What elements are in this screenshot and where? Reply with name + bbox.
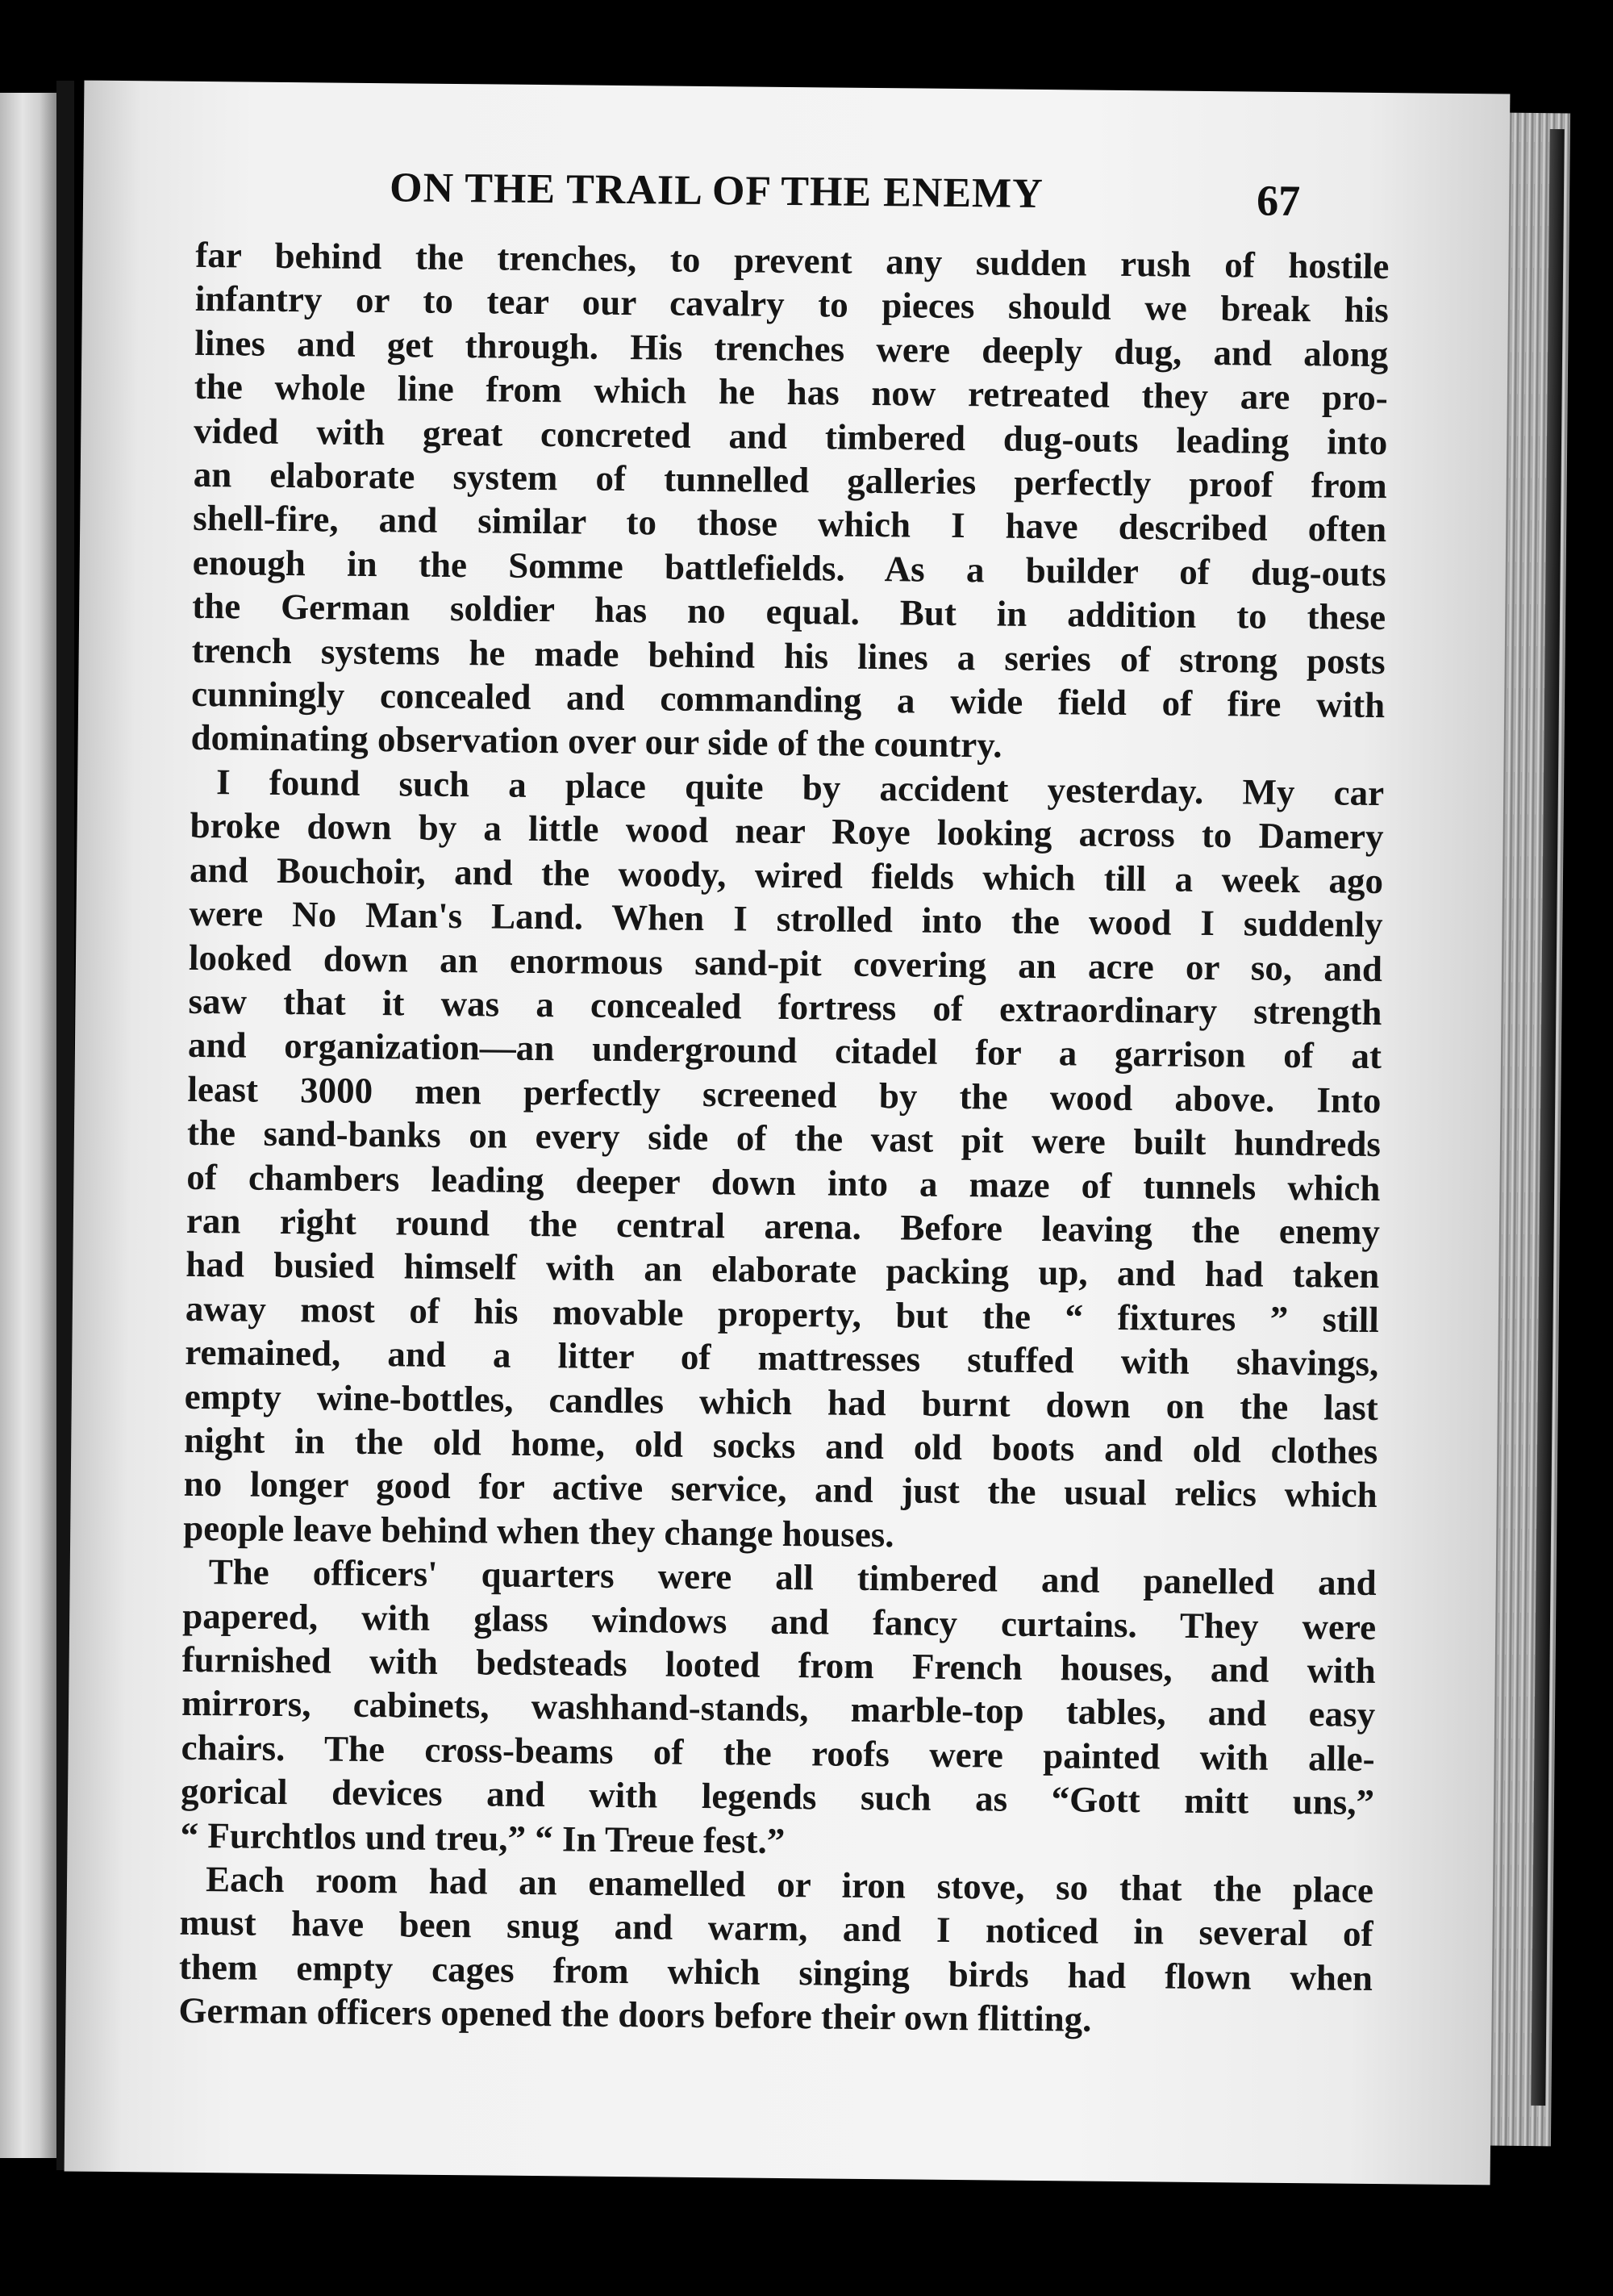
text-line: vided with great concreted and timbered dug-outs leading into [194, 410, 1388, 462]
text-line: shell-fire, and similar to those which I have described often [193, 498, 1387, 550]
text-line: the whole line from which he has now retreated they are pro- [194, 366, 1389, 419]
text-line: the sand-banks on every side of the vast pit were built hundreds [186, 1112, 1382, 1165]
text-line: infantry or to tear our cavalry to pieces should we break his [194, 278, 1390, 331]
book-page [65, 81, 1511, 2185]
text-line: papered, with glass windows and fancy curtains. They were [181, 1595, 1377, 1647]
text-line: enough in the Somme battlefields. As a builder of dug-outs [192, 541, 1386, 594]
text-line: dominating observation over our side of the country. [190, 717, 1002, 766]
page-number: 67 [1256, 176, 1301, 226]
text-line: looked down an enormous sand-pit covering an acre or so, and [188, 937, 1383, 989]
text-line: broke down by a little wood near Roye looking across to Damery [190, 805, 1384, 858]
text-line: must have been snug and warm, and I noticed in several of [179, 1902, 1373, 1955]
text-line: and Bouchoir, and the woody, wired fields which till a week ago [189, 849, 1384, 901]
text-line: gorical devices and with legends such as “Gott mitt uns,” [180, 1771, 1375, 1823]
body-text [178, 233, 1389, 2044]
text-line: an elaborate system of tunnelled galleries perfectly proof from [193, 453, 1387, 507]
text-line: night in the old home, old socks and old boots and old clothes [184, 1419, 1378, 1472]
text-line: furnished with bedsteads looted from French houses, and with [181, 1639, 1376, 1692]
text-line: them empty cages from which singing birds had flown when [178, 1946, 1373, 1998]
text-line: and organization—an underground citadel for a garrison of at [187, 1025, 1382, 1077]
text-line: away most of his movable property, but the “ fixtures ” still [185, 1288, 1380, 1340]
text-line: of chambers leading deeper down into a maze of tunnels which [186, 1156, 1381, 1209]
text-line: were No Man's Land. When I strolled into the wood I suddenly [189, 892, 1383, 946]
text-line: “ Furchtlos und treu,” “ In Treue fest.” [180, 1814, 786, 1861]
text-line: mirrors, cabinets, washhand-stands, marble-top tables, and easy [181, 1683, 1376, 1735]
text-line: remained, and a litter of mattresses stuffed with shavings, [185, 1332, 1379, 1384]
text-line: far behind the trenches, to prevent any sudden rush of hostile [195, 234, 1390, 287]
left-page-edge [0, 93, 56, 2158]
text-line: saw that it was a concealed fortress of extraordinary strength [188, 980, 1382, 1033]
text-line: lines and get through. His trenches were deeply dug, and along [194, 322, 1389, 374]
text-line: least 3000 men perfectly screened by the wood above. Into [187, 1068, 1382, 1121]
text-line: German officers opened the doors before their own flitting. [178, 1990, 1092, 2039]
text-line: I found such a place quite by accident yesterday. My car [215, 762, 1385, 813]
text-line: no longer good for active service, and just the usual relics which [183, 1463, 1378, 1516]
text-line: cunningly concealed and commanding a wide field of fire with [190, 673, 1386, 726]
text-line: trench systems he made behind his lines a series of strong posts [191, 629, 1386, 682]
running-head: ON THE TRAIL OF THE ENEMY [389, 165, 1044, 217]
text-line: Each room had an enamelled or iron stove, so that the place [205, 1859, 1374, 1911]
text-line: people leave behind when they change houses. [183, 1507, 894, 1555]
text-line: chairs. The cross-beams of the roofs were painted with alle- [181, 1726, 1375, 1779]
text-line: ran right round the central arena. Before leaving the enemy [185, 1200, 1381, 1252]
text-line: had busied himself with an elaborate packing up, and had taken [185, 1244, 1380, 1296]
text-line: The officers' quarters were all timbered and panelled and [208, 1551, 1377, 1604]
text-line: empty wine-bottles, candles which had burnt down on the last [184, 1376, 1379, 1428]
text-line: the German soldier has no equal. But in addition to these [191, 586, 1386, 638]
